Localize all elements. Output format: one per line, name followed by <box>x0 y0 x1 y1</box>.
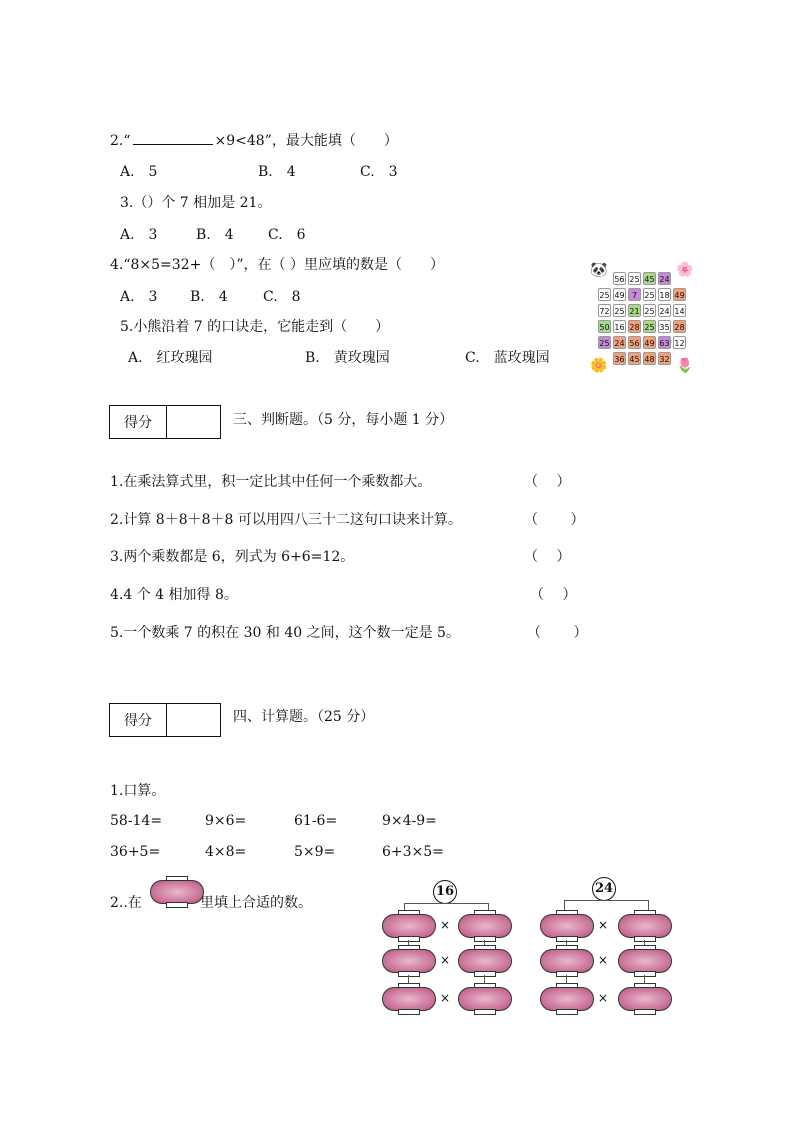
times-sign: × <box>440 918 451 932</box>
grid-cell: 12 <box>673 336 686 349</box>
q3-option-a[interactable]: A. 3 <box>120 227 158 243</box>
lantern-input[interactable] <box>540 910 592 940</box>
grid-cell: 35 <box>658 320 671 333</box>
grid-cell: 16 <box>613 320 626 333</box>
grid-cell: 49 <box>673 288 686 301</box>
grid-cell: 50 <box>598 320 611 333</box>
q5-option-c[interactable]: C. 蓝玫瑰园 <box>465 350 550 366</box>
bear-icon: 🐼 <box>590 262 608 278</box>
lantern-input[interactable] <box>618 983 670 1013</box>
q3-option-c[interactable]: C. 6 <box>268 227 306 243</box>
q5-text: 5.小熊沿着 7 的口诀走，它能走到（ ） <box>120 319 390 335</box>
times-sign: × <box>598 918 609 932</box>
grid-cell: 72 <box>598 304 611 317</box>
q5-option-b[interactable]: B. 黄玫瑰园 <box>305 350 390 366</box>
grid-cell: 32 <box>658 352 671 365</box>
times-sign: × <box>598 953 609 967</box>
grid-cell: 28 <box>673 320 686 333</box>
grid-cell: 24 <box>658 272 671 285</box>
lantern-input[interactable] <box>618 945 670 975</box>
grid-cell: 56 <box>628 336 641 349</box>
q2-prefix: 2.“ <box>110 133 131 149</box>
grid-cell: 49 <box>643 336 656 349</box>
grid-cell: 18 <box>658 288 671 301</box>
grid-cell: 63 <box>658 336 671 349</box>
grid-cell: 25 <box>643 320 656 333</box>
lantern-input[interactable] <box>382 983 434 1013</box>
calc-item[interactable]: 61-6= <box>294 813 338 829</box>
grid-cell: 24 <box>613 336 626 349</box>
grid-cell: 7 <box>628 288 641 301</box>
q2-option-b[interactable]: B. 4 <box>258 164 296 180</box>
lantern-input[interactable] <box>382 945 434 975</box>
q2-option-c[interactable]: C. 3 <box>360 164 398 180</box>
oral-calc-title: 1.口算。 <box>110 783 166 799</box>
calc-item[interactable]: 58-14= <box>110 813 163 829</box>
calc-item[interactable]: 6+3×5= <box>382 844 444 860</box>
q3-option-b[interactable]: B. 4 <box>196 227 234 243</box>
grid-cell: 36 <box>613 352 626 365</box>
q2-option-a[interactable]: A. 5 <box>120 164 158 180</box>
q4-option-b[interactable]: B. 4 <box>190 289 228 305</box>
lantern-input[interactable] <box>458 945 510 975</box>
target-number-2: 24 <box>592 877 616 901</box>
judge-paren-5[interactable]: （ ） <box>527 625 588 641</box>
grid-cell: 45 <box>628 352 641 365</box>
lantern-input[interactable] <box>458 910 510 940</box>
score-label: 得分 <box>110 704 167 736</box>
calc-item[interactable]: 9×4-9= <box>382 813 437 829</box>
q2-blank[interactable] <box>133 130 213 145</box>
lantern-input[interactable] <box>540 945 592 975</box>
judge-item-4: 4.4 个 4 相加得 8。 <box>110 587 238 603</box>
judge-item-5: 5.一个数乘 7 的积在 30 和 40 之间，这个数一定是 5。 <box>110 625 460 641</box>
judge-item-1: 1.在乘法算式里，积一定比其中任何一个乘数都大。 <box>110 474 432 490</box>
grid-cell: 21 <box>628 304 641 317</box>
number-maze <box>590 262 694 376</box>
q5-option-a[interactable]: A. 红玫瑰园 <box>128 350 213 366</box>
flower-icon: 🌷 <box>676 358 694 374</box>
score-field[interactable] <box>167 406 220 438</box>
section4-title: 四、计算题。（25 分） <box>233 709 375 725</box>
lantern-input[interactable] <box>540 983 592 1013</box>
lantern-icon <box>150 876 202 906</box>
grid-cell: 56 <box>613 272 626 285</box>
judge-item-3: 3.两个乘数都是 6，列式为 6+6=12。 <box>110 549 355 565</box>
judge-paren-4[interactable]: （ ） <box>530 587 577 603</box>
grid-cell: 25 <box>628 272 641 285</box>
calc-item[interactable]: 4×8= <box>205 844 247 860</box>
lantern-input[interactable] <box>618 910 670 940</box>
grid-cell: 45 <box>643 272 656 285</box>
grid-cell: 48 <box>643 352 656 365</box>
lantern-input[interactable] <box>458 983 510 1013</box>
score-label: 得分 <box>110 406 167 438</box>
grid-cell: 25 <box>643 304 656 317</box>
grid-cell: 28 <box>628 320 641 333</box>
q2-text <box>110 130 398 150</box>
q4-option-a[interactable]: A. 3 <box>120 289 158 305</box>
target-number-1: 16 <box>433 880 457 904</box>
score-box-4 <box>109 703 221 737</box>
q2-suffix: ×9<48”，最大能填（ ） <box>214 133 398 149</box>
grid-cell: 25 <box>643 288 656 301</box>
grid-cell: 49 <box>613 288 626 301</box>
calc-item[interactable]: 9×6= <box>205 813 247 829</box>
q4-option-c[interactable]: C. 8 <box>263 289 301 305</box>
flower-icon: 🌸 <box>676 262 694 278</box>
judge-item-2: 2.计算 8＋8＋8＋8 可以用四八三十二这句口诀来计算。 <box>110 512 462 528</box>
grid-cell: 14 <box>673 304 686 317</box>
section3-title: 三、判断题。（5 分，每小题 1 分） <box>233 412 454 428</box>
score-box-3 <box>109 405 221 439</box>
grid-cell: 24 <box>658 304 671 317</box>
calc-item[interactable]: 5×9= <box>294 844 336 860</box>
q2-fill-prompt-prefix: 2..在 <box>110 895 142 911</box>
grid-cell: 25 <box>598 336 611 349</box>
grid-cell: 25 <box>613 304 626 317</box>
grid-cell: 25 <box>598 288 611 301</box>
judge-paren-1[interactable]: （ ） <box>524 474 571 490</box>
times-sign: × <box>440 953 451 967</box>
times-sign: × <box>440 991 451 1005</box>
q2-fill-prompt-suffix: 里填上合适的数。 <box>200 895 312 911</box>
calc-item[interactable]: 36+5= <box>110 844 161 860</box>
score-field[interactable] <box>167 704 220 736</box>
judge-paren-3[interactable]: （ ） <box>524 549 571 565</box>
flower-icon: 🌼 <box>590 358 608 374</box>
lantern-input[interactable] <box>382 910 434 940</box>
q4-text: 4.“8×5=32+（ ）”，在（ ）里应填的数是（ ） <box>110 257 444 273</box>
q3-text: 3.（）个 7 相加是 21。 <box>120 195 272 211</box>
judge-paren-2[interactable]: （ ） <box>524 512 585 528</box>
times-sign: × <box>598 991 609 1005</box>
